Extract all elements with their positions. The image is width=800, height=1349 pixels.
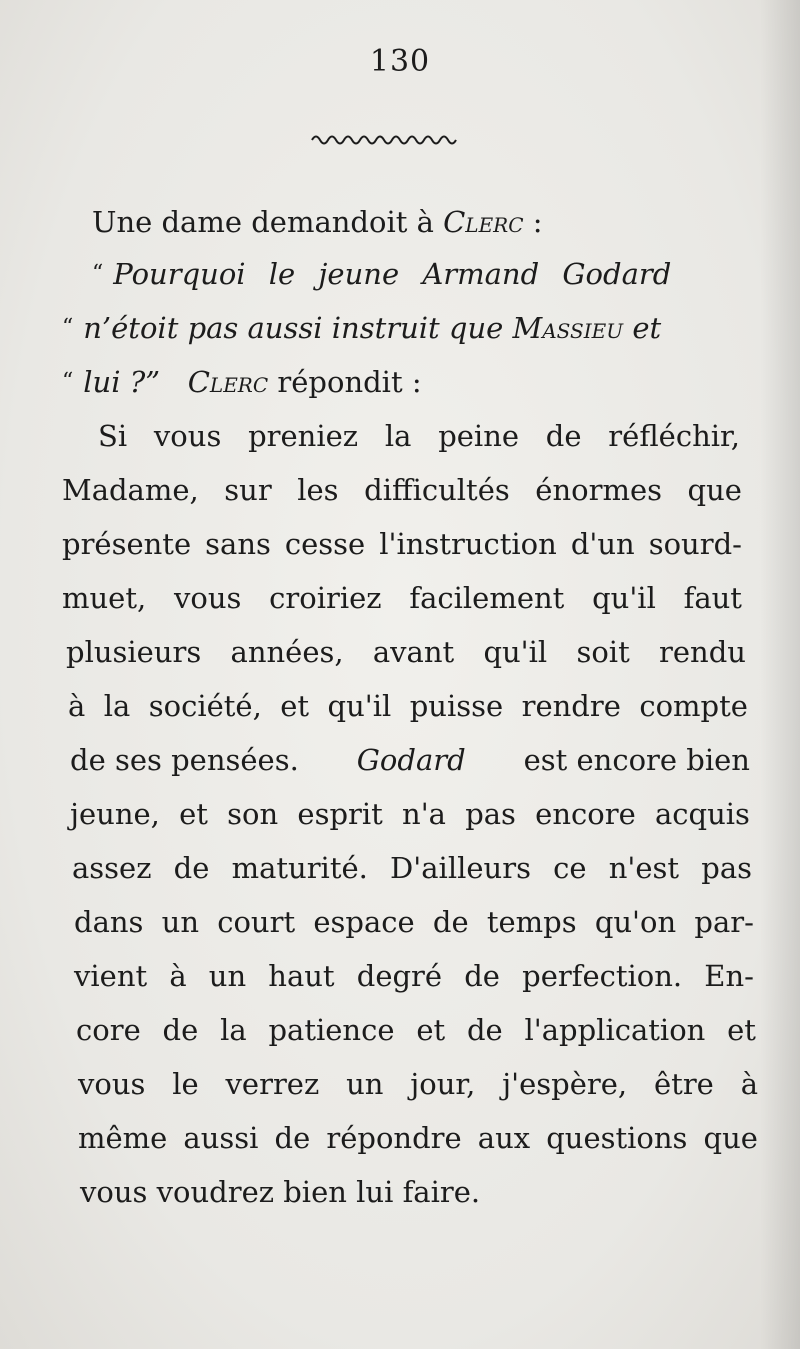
text-line bbox=[78, 1058, 758, 1110]
page-shadow bbox=[760, 0, 800, 1349]
word: les bbox=[297, 473, 339, 507]
text-line bbox=[74, 950, 754, 1002]
word: vient bbox=[74, 959, 148, 993]
word: n'est bbox=[608, 851, 680, 885]
word: facilement bbox=[409, 581, 565, 615]
text-run: Pourquoi le jeune Armand Godard bbox=[113, 257, 672, 291]
word: un bbox=[161, 905, 199, 939]
word: de bbox=[545, 419, 582, 453]
word: croiriez bbox=[269, 581, 382, 615]
word: compte bbox=[639, 689, 748, 723]
word: la bbox=[384, 419, 412, 453]
word: pas bbox=[701, 851, 752, 885]
text-line bbox=[62, 464, 742, 516]
text-line bbox=[76, 1004, 756, 1056]
word: de bbox=[274, 1121, 311, 1155]
word: par- bbox=[694, 905, 754, 939]
word: de bbox=[173, 851, 210, 885]
word: qu'il bbox=[483, 635, 548, 669]
word: société, bbox=[148, 689, 262, 723]
word: peine bbox=[438, 419, 520, 453]
word: à bbox=[169, 959, 187, 993]
text-line bbox=[70, 734, 750, 786]
word: d'un bbox=[570, 527, 635, 561]
word: degré bbox=[356, 959, 443, 993]
word: et bbox=[179, 797, 208, 831]
text-run: : bbox=[532, 205, 543, 239]
word: même bbox=[78, 1121, 168, 1155]
text-line bbox=[62, 302, 742, 354]
word: rendre bbox=[521, 689, 621, 723]
word: rendu bbox=[659, 635, 746, 669]
word: la bbox=[220, 1013, 247, 1047]
word: réfléchir, bbox=[608, 419, 740, 453]
word: l'instruction bbox=[379, 527, 557, 561]
name-godard: Godard bbox=[356, 743, 466, 777]
quote-mark: “ bbox=[92, 261, 104, 286]
word: esprit bbox=[297, 797, 383, 831]
word: de bbox=[432, 905, 469, 939]
word: En- bbox=[704, 959, 754, 993]
text-run: répondit : bbox=[277, 365, 422, 399]
word: encore bbox=[535, 797, 636, 831]
text-line bbox=[62, 518, 742, 570]
word: de bbox=[464, 959, 500, 993]
word: faut bbox=[683, 581, 742, 615]
word: que bbox=[687, 473, 742, 507]
word: son bbox=[227, 797, 279, 831]
word: puisse bbox=[409, 689, 504, 723]
word: qu'il bbox=[592, 581, 656, 615]
text-line bbox=[92, 248, 742, 300]
word: D'ailleurs bbox=[390, 851, 531, 885]
name-massieu: Massieu bbox=[512, 311, 624, 345]
word: que bbox=[703, 1121, 758, 1155]
word: sur bbox=[224, 473, 272, 507]
word: l'application bbox=[524, 1013, 706, 1047]
word: haut bbox=[268, 959, 335, 993]
text-run: lui ?” bbox=[83, 365, 161, 399]
word: core bbox=[76, 1013, 141, 1047]
word: perfection. bbox=[522, 959, 683, 993]
word: j'espère, bbox=[502, 1067, 628, 1101]
word: aussi bbox=[183, 1121, 259, 1155]
text-line: vous voudrez bien lui faire. bbox=[80, 1175, 481, 1209]
word: acquis bbox=[654, 797, 750, 831]
word: avant bbox=[372, 635, 455, 669]
word: la bbox=[103, 689, 131, 723]
word: un bbox=[346, 1067, 384, 1101]
word: qu'il bbox=[327, 689, 392, 723]
word: preniez bbox=[248, 419, 359, 453]
word: assez bbox=[72, 851, 152, 885]
word: sans bbox=[205, 527, 271, 561]
word: jeune, bbox=[70, 797, 160, 831]
text-line bbox=[72, 842, 752, 894]
word: questions bbox=[546, 1121, 688, 1155]
word: années, bbox=[230, 635, 344, 669]
text-line bbox=[92, 196, 742, 248]
text-run: de ses pensées. bbox=[70, 743, 299, 777]
word: jour, bbox=[410, 1067, 476, 1101]
word: ce bbox=[553, 851, 587, 885]
quote-mark: “ bbox=[62, 369, 74, 394]
word: qu'on bbox=[594, 905, 677, 939]
word: maturité. bbox=[231, 851, 368, 885]
word: court bbox=[217, 905, 296, 939]
word: aux bbox=[477, 1121, 531, 1155]
text-line bbox=[70, 788, 750, 840]
word: verrez bbox=[225, 1067, 320, 1101]
ornamental-rule bbox=[310, 130, 462, 146]
text-line bbox=[68, 680, 748, 732]
word: répondre bbox=[326, 1121, 462, 1155]
text-line bbox=[78, 1112, 758, 1164]
quote-mark: “ bbox=[62, 315, 74, 340]
page-number: 130 bbox=[369, 44, 431, 79]
word: énormes bbox=[535, 473, 662, 507]
word: vous bbox=[153, 419, 222, 453]
word: de bbox=[466, 1013, 503, 1047]
word: soit bbox=[576, 635, 630, 669]
word: patience bbox=[268, 1013, 395, 1047]
word: espace bbox=[313, 905, 415, 939]
text-run: n’étoit pas aussi instruit que bbox=[83, 311, 504, 345]
text-line bbox=[62, 572, 742, 624]
word: plusieurs bbox=[66, 635, 202, 669]
word: à bbox=[68, 689, 86, 723]
word: vous bbox=[78, 1067, 146, 1101]
text-line bbox=[62, 356, 742, 408]
word: et bbox=[727, 1013, 756, 1047]
word: de bbox=[162, 1013, 199, 1047]
word: cesse bbox=[284, 527, 366, 561]
text-line bbox=[74, 896, 754, 948]
word: difficultés bbox=[364, 473, 510, 507]
word: un bbox=[208, 959, 247, 993]
word: et bbox=[416, 1013, 446, 1047]
word: dans bbox=[74, 905, 144, 939]
word: Si bbox=[98, 419, 128, 453]
word: temps bbox=[486, 905, 577, 939]
word: muet, bbox=[62, 581, 147, 615]
word: n'a bbox=[402, 797, 446, 831]
text-run: Une dame demandoit à bbox=[92, 205, 434, 239]
word: vous bbox=[173, 581, 242, 615]
word: pas bbox=[465, 797, 516, 831]
text-line bbox=[98, 410, 740, 462]
word: être bbox=[654, 1067, 714, 1101]
word: Madame, bbox=[62, 473, 199, 507]
word: le bbox=[172, 1067, 199, 1101]
word: à bbox=[740, 1067, 758, 1101]
word: sourd- bbox=[648, 527, 742, 561]
word: présente bbox=[62, 527, 192, 561]
text-run: est encore bien bbox=[523, 743, 750, 777]
name-clerc: Clerc bbox=[443, 205, 524, 239]
name-clerc: Clerc bbox=[187, 365, 269, 399]
text-line bbox=[66, 626, 746, 678]
word: et bbox=[280, 689, 310, 723]
text-run: et bbox=[632, 311, 662, 345]
